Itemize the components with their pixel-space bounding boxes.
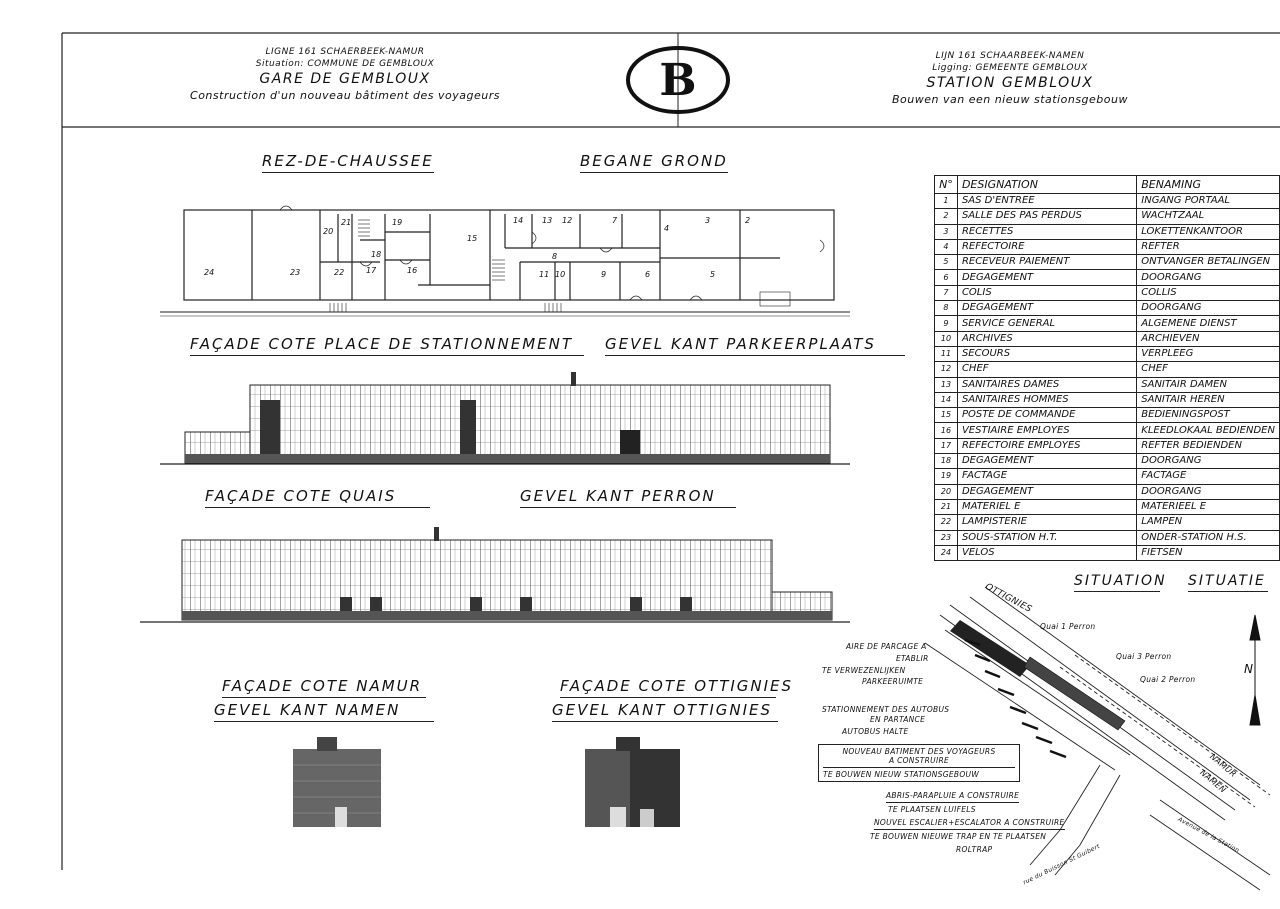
legend-row [935, 408, 1280, 423]
legend-cell-designation: LAMPISTERIE [957, 515, 1136, 530]
legend-cell-designation: DEGAGEMENT [957, 301, 1136, 316]
new-building-box [818, 744, 1020, 782]
title-situation-fr: SITUATION [1074, 573, 1160, 592]
legend-cell-benaming: COLLIS [1137, 285, 1280, 300]
legend-cell-benaming: DOORGANG [1137, 454, 1280, 469]
legend-row [935, 530, 1280, 545]
legend-cell-designation: DEGAGEMENT [957, 454, 1136, 469]
newbldg-label-fr1: NOUVEAU BATIMENT DES VOYAGEURS [842, 747, 996, 756]
room-number: 4 [664, 224, 670, 233]
legend-cell-number: 3 [935, 224, 958, 239]
room-number: 10 [555, 270, 566, 279]
legend-cell-designation: SAS D'ENTREE [957, 194, 1136, 209]
legend-body [935, 194, 1280, 561]
legend-cell-benaming: ALGEMENE DIENST [1137, 316, 1280, 331]
legend-cell-benaming: LAMPEN [1137, 515, 1280, 530]
room-number: 13 [542, 216, 553, 225]
legend-cell-benaming: SANITAIR DAMEN [1137, 377, 1280, 392]
shelter-label-fr: ABRIS-PARAPLUIE A CONSTRUIRE [886, 791, 1019, 803]
parking-label-nl2: PARKEERUIMTE [862, 677, 924, 686]
legend-cell-benaming: BEDIENINGSPOST [1137, 408, 1280, 423]
legend-cell-designation: CHEF [957, 362, 1136, 377]
bus-label-nl: AUTOBUS HALTE [842, 727, 909, 736]
legend-cell-designation: SALLE DES PAS PERDUS [957, 209, 1136, 224]
room-number: 12 [562, 216, 573, 225]
title-ottignies-nl: GEVEL KANT OTTIGNIES [552, 701, 778, 722]
legend-cell-benaming: ARCHIEVEN [1137, 331, 1280, 346]
north-label: N [1244, 662, 1253, 676]
legend-cell-number: 2 [935, 209, 958, 224]
legend-cell-number: 14 [935, 392, 958, 407]
title-namur-fr: FAÇADE COTE NAMUR [222, 677, 426, 698]
avenue-label: Avenue de la Station [1176, 816, 1241, 855]
legend-row [935, 545, 1280, 560]
legend-row [935, 346, 1280, 361]
room-number: 3 [705, 216, 711, 225]
room-number: 16 [407, 266, 418, 275]
legend-table [934, 175, 1280, 561]
facade-namur [285, 735, 390, 830]
legend-cell-benaming: SANITAIR HEREN [1137, 392, 1280, 407]
legend-row [935, 285, 1280, 300]
rue-label: rue du Buisson St Guibert [1022, 842, 1102, 887]
legend-row [935, 484, 1280, 499]
room-number: 19 [392, 218, 403, 227]
legend-cell-number: 12 [935, 362, 958, 377]
title-namur-nl: GEVEL KANT NAMEN [214, 701, 434, 722]
legend-cell-designation: SANITAIRES DAMES [957, 377, 1136, 392]
room-number: 21 [341, 218, 352, 227]
stair-label-fr: NOUVEL ESCALIER+ESCALATOR A CONSTRUIRE [874, 818, 1065, 830]
title-quais-fr: FAÇADE COTE QUAIS [205, 487, 430, 508]
room-number: 7 [612, 216, 618, 225]
legend-cell-number: 5 [935, 255, 958, 270]
header-left-line: LIGNE 161 SCHAERBEEK-NAMUR [265, 47, 425, 57]
legend-cell-benaming: DOORGANG [1137, 484, 1280, 499]
sncb-logo [625, 45, 731, 115]
header-right-project: Bouwen van een nieuw stationsgebouw [892, 93, 1128, 107]
legend-cell-number: 6 [935, 270, 958, 285]
legend-cell-designation: VELOS [957, 545, 1136, 560]
stair-label-nl2: ROLTRAP [956, 845, 993, 854]
legend-row [935, 469, 1280, 484]
legend-cell-designation: MATERIEL E [957, 499, 1136, 514]
legend-cell-benaming: MATERIEEL E [1137, 499, 1280, 514]
legend-cell-number: 18 [935, 454, 958, 469]
room-number: 18 [371, 250, 382, 259]
room-number: 17 [366, 266, 377, 275]
legend-cell-number: 1 [935, 194, 958, 209]
legend-cell-number: 23 [935, 530, 958, 545]
parking-label-fr2: ETABLIR [896, 654, 929, 663]
legend-cell-number: 4 [935, 239, 958, 254]
header-right-station: STATION GEMBLOUX [926, 75, 1094, 92]
legend-row [935, 377, 1280, 392]
header-left-project: Construction d'un nouveau bâtiment des voyageurs [190, 89, 500, 103]
namur-label: NAMUR [1208, 752, 1238, 780]
header-right-line: LIJN 161 SCHAARBEEK-NAMEN [935, 51, 1085, 61]
legend-cell-designation: SANITAIRES HOMMES [957, 392, 1136, 407]
newbldg-label-fr2: A CONSTRUIRE [888, 756, 950, 765]
legend-cell-designation: FACTAGE [957, 469, 1136, 484]
legend-cell-benaming: DOORGANG [1137, 301, 1280, 316]
room-number: 5 [710, 270, 716, 279]
legend-cell-designation: POSTE DE COMMANDE [957, 408, 1136, 423]
legend-row [935, 392, 1280, 407]
room-number: 2 [745, 216, 751, 225]
legend-row [935, 224, 1280, 239]
facade-parking [160, 370, 850, 466]
title-parking-fr: FAÇADE COTE PLACE DE STATIONNEMENT [190, 335, 584, 356]
legend-row [935, 239, 1280, 254]
title-quais-nl: GEVEL KANT PERRON [520, 487, 736, 508]
legend-cell-designation: DEGAGEMENT [957, 484, 1136, 499]
header-right-situation: Ligging: GEMEENTE GEMBLOUX [932, 63, 1088, 74]
room-number: 11 [539, 270, 550, 279]
legend-cell-designation: SECOURS [957, 346, 1136, 361]
legend-cell-number: 22 [935, 515, 958, 530]
legend-cell-number: 15 [935, 408, 958, 423]
room-number: 22 [334, 268, 345, 277]
room-number: 8 [552, 252, 558, 261]
legend-cell-benaming: ONDER-STATION H.S. [1137, 530, 1280, 545]
ottignies-label: OTTIGNIES [983, 582, 1034, 615]
room-number: 6 [645, 270, 651, 279]
legend-cell-benaming: CHEF [1137, 362, 1280, 377]
legend-cell-number: 13 [935, 377, 958, 392]
legend-row [935, 301, 1280, 316]
legend-cell-number: 19 [935, 469, 958, 484]
legend-cell-designation: DEGAGEMENT [957, 270, 1136, 285]
legend-cell-benaming: LOKETTENKANTOOR [1137, 224, 1280, 239]
legend-cell-number: 20 [935, 484, 958, 499]
legend-cell-benaming: KLEEDLOKAAL BEDIENDEN [1137, 423, 1280, 438]
legend-cell-number: 8 [935, 301, 958, 316]
legend-header-fr: DESIGNATION [957, 176, 1136, 194]
legend-cell-benaming: ONTVANGER BETALINGEN [1137, 255, 1280, 270]
room-number: 15 [467, 234, 478, 243]
parking-label-fr1: AIRE DE PARCAGE A [846, 642, 927, 651]
legend-cell-designation: RECETTES [957, 224, 1136, 239]
quai1-label: Quai 1 Perron [1040, 622, 1096, 631]
bus-label-fr2: EN PARTANCE [870, 715, 926, 724]
legend-cell-designation: REFECTOIRE [957, 239, 1136, 254]
legend-cell-designation: REFECTOIRE EMPLOYES [957, 438, 1136, 453]
legend-cell-benaming: FIETSEN [1137, 545, 1280, 560]
legend-row [935, 194, 1280, 209]
shelter-label-nl: TE PLAATSEN LUIFELS [888, 805, 976, 814]
room-number: 23 [290, 268, 301, 277]
legend-cell-designation: VESTIAIRE EMPLOYES [957, 423, 1136, 438]
legend-cell-number: 17 [935, 438, 958, 453]
legend-cell-benaming: FACTAGE [1137, 469, 1280, 484]
title-situation-nl: SITUATIE [1188, 573, 1268, 592]
legend-header-no: N° [935, 176, 958, 194]
legend-row [935, 454, 1280, 469]
legend-row [935, 438, 1280, 453]
legend-cell-benaming: REFTER BEDIENDEN [1137, 438, 1280, 453]
legend-header-nl: BENAMING [1137, 176, 1280, 194]
stair-label-nl1: TE BOUWEN NIEUWE TRAP EN TE PLAATSEN [870, 832, 1047, 841]
legend-cell-designation: ARCHIVES [957, 331, 1136, 346]
legend-cell-number: 16 [935, 423, 958, 438]
legend-cell-number: 24 [935, 545, 958, 560]
title-parking-nl: GEVEL KANT PARKEERPLAATS [605, 335, 905, 356]
quai3-label: Quai 3 Perron [1116, 652, 1172, 661]
room-number: 9 [601, 270, 607, 279]
legend-row [935, 362, 1280, 377]
legend-row [935, 209, 1280, 224]
legend-cell-number: 10 [935, 331, 958, 346]
legend-row [935, 331, 1280, 346]
header-left-situation: Situation: COMMUNE DE GEMBLOUX [255, 59, 435, 70]
legend-cell-designation: SOUS-STATION H.T. [957, 530, 1136, 545]
legend-cell-benaming: REFTER [1137, 239, 1280, 254]
quai2-label: Quai 2 Perron [1140, 675, 1196, 684]
legend-row [935, 515, 1280, 530]
room-number: 20 [323, 227, 334, 236]
legend-cell-number: 7 [935, 285, 958, 300]
header-left [150, 46, 540, 104]
legend-header-row [935, 176, 1280, 194]
bus-label-fr1: STATIONNEMENT DES AUTOBUS [822, 705, 950, 714]
facade-quais [140, 525, 850, 627]
legend-cell-benaming: VERPLEEG [1137, 346, 1280, 361]
legend-cell-number: 11 [935, 346, 958, 361]
legend-cell-benaming: INGANG PORTAAL [1137, 194, 1280, 209]
legend-row [935, 316, 1280, 331]
legend-row [935, 423, 1280, 438]
facade-ottignies [580, 735, 685, 830]
room-number: 24 [204, 268, 215, 277]
legend-cell-number: 21 [935, 499, 958, 514]
situation-map [800, 585, 1280, 900]
legend-cell-designation: SERVICE GENERAL [957, 316, 1136, 331]
header-right [860, 50, 1160, 108]
title-ground-fr: REZ-DE-CHAUSSEE [262, 152, 434, 173]
title-ottignies-fr: FAÇADE COTE OTTIGNIES [560, 677, 776, 698]
room-number: 14 [513, 216, 524, 225]
namen-label: NAMEN [1198, 768, 1228, 795]
legend-cell-number: 9 [935, 316, 958, 331]
parking-label-nl1: TE VERWEZENLIJKEN [822, 666, 906, 675]
title-ground-nl: BEGANE GROND [580, 152, 728, 173]
legend-row [935, 255, 1280, 270]
legend-cell-designation: RECEVEUR PAIEMENT [957, 255, 1136, 270]
legend-cell-benaming: DOORGANG [1137, 270, 1280, 285]
svg-text:B: B [659, 55, 697, 106]
legend-row [935, 270, 1280, 285]
newbldg-label-nl: TE BOUWEN NIEUW STATIONSGEBOUW [823, 767, 1015, 779]
legend-row [935, 499, 1280, 514]
legend-cell-benaming: WACHTZAAL [1137, 209, 1280, 224]
legend-cell-designation: COLIS [957, 285, 1136, 300]
header-left-station: GARE DE GEMBLOUX [259, 71, 431, 88]
